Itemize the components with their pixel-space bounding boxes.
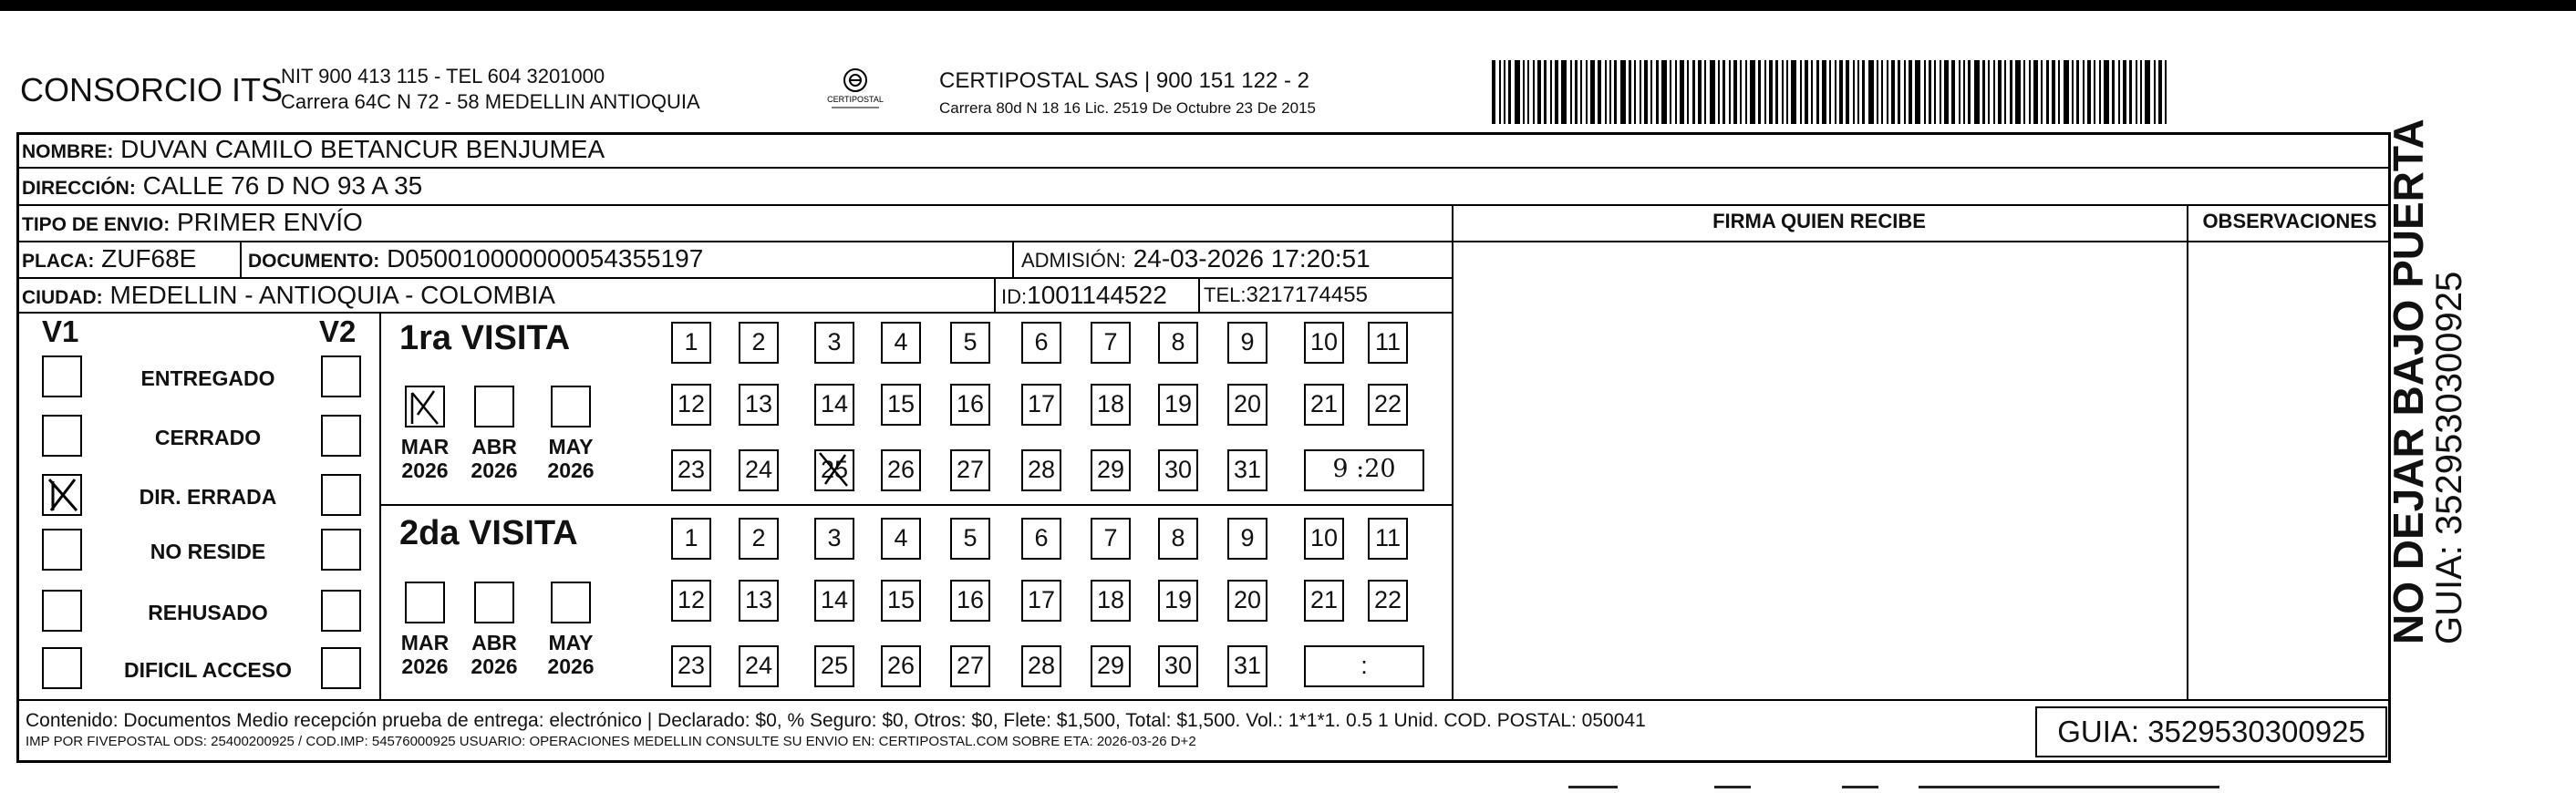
company-name: CONSORCIO ITS [20, 71, 284, 108]
placa-label: PLACA: [22, 251, 95, 272]
rule [16, 204, 2391, 206]
status-label: DIR. ERRADA [139, 485, 277, 509]
admision-cell [1021, 246, 1371, 272]
rule [1452, 204, 1454, 701]
v2-label: V2 [319, 314, 357, 348]
day-box-11[interactable]: 11 [1368, 518, 1408, 560]
barcode [1492, 60, 2174, 124]
month-checkbox-may[interactable] [551, 582, 591, 623]
v1-label: V1 [42, 314, 79, 348]
month-year: 2026 [401, 458, 449, 482]
time-field[interactable]: : [1304, 645, 1424, 687]
side-guia: GUIA: 3529530300925 [2429, 271, 2469, 644]
day-box-30[interactable]: 30 [1158, 645, 1198, 687]
day-box-8[interactable]: 8 [1158, 518, 1198, 560]
v1-checkbox[interactable] [42, 590, 82, 632]
side-vertical-text [2386, 118, 2468, 644]
day-box-20[interactable]: 20 [1227, 384, 1267, 426]
month-label [458, 631, 531, 678]
day-box-17[interactable]: 17 [1021, 580, 1061, 622]
month-checkbox-abr[interactable] [474, 582, 514, 623]
documento-cell [248, 246, 703, 272]
company-info [281, 64, 700, 115]
day-box-9[interactable]: 9 [1227, 322, 1267, 364]
footer-imp: IMP POR FIVEPOSTAL ODS: 25400200925 / COD.IMP: 54576000925 USUARIO: OPERACIONES MEDELLIN CONSULTE SU ENVIO EN: CERTIPOSTAL.COM SOBRE ETA: 2026-03-26 D+2 [26, 734, 1196, 749]
v1-checkbox[interactable] [42, 415, 82, 457]
day-box-8[interactable]: 8 [1158, 322, 1198, 364]
day-box-5[interactable]: 5 [950, 518, 990, 560]
scan-mark [1919, 786, 2219, 788]
v2-checkbox[interactable] [321, 355, 361, 397]
status-label: REHUSADO [148, 601, 268, 624]
month-year: 2026 [471, 654, 518, 678]
status-label: CERRADO [154, 426, 262, 449]
rule [240, 241, 242, 277]
month-name: ABR [471, 631, 517, 654]
direccion-label: DIRECCIÓN: [22, 178, 136, 199]
company-address: Carrera 64C N 72 - 58 MEDELLIN ANTIOQUIA [281, 90, 700, 113]
day-box-26[interactable]: 26 [881, 449, 921, 491]
ciudad-cell [22, 283, 555, 308]
day-box-25-marked[interactable]: 25 [814, 449, 854, 491]
day-box-16[interactable]: 16 [950, 384, 990, 426]
month-year: 2026 [547, 458, 595, 482]
rule [379, 504, 1452, 506]
day-box-23[interactable]: 23 [671, 449, 711, 491]
v2-checkbox[interactable] [321, 647, 361, 689]
day-box-2[interactable]: 2 [739, 322, 779, 364]
day-box-28[interactable]: 28 [1021, 449, 1061, 491]
ciudad-value: MEDELLIN - ANTIOQUIA - COLOMBIA [109, 281, 555, 309]
day-box-29[interactable]: 29 [1091, 645, 1131, 687]
v2-checkbox[interactable] [321, 474, 361, 516]
month-label [458, 435, 531, 482]
day-box-22[interactable]: 22 [1368, 580, 1408, 622]
day-box-10[interactable]: 10 [1304, 322, 1344, 364]
day-box-10[interactable]: 10 [1304, 518, 1344, 560]
rule [16, 241, 1452, 242]
v1-checkbox[interactable] [42, 647, 82, 689]
ciudad-label: CIUDAD: [22, 287, 103, 308]
day-box-27[interactable]: 27 [950, 645, 990, 687]
guia-box: GUIA: 3529530300925 [2035, 706, 2387, 757]
rule [16, 699, 2391, 701]
day-box-4[interactable]: 4 [881, 518, 921, 560]
day-box-14[interactable]: 14 [814, 384, 854, 426]
day-box-31[interactable]: 31 [1227, 449, 1267, 491]
tel-value: 3217174455 [1246, 283, 1368, 307]
day-box-23[interactable]: 23 [671, 645, 711, 687]
month-checkbox-abr[interactable] [474, 386, 514, 427]
month-checkbox-may[interactable] [551, 386, 591, 427]
month-name: ABR [471, 435, 517, 458]
footer-content: Contenido: Documentos Medio recepción prueba de entrega: electrónico | Declarado: $0, % Seguro: $0, Otros: $0, Flete: $1,500, Total: $1,500. Vol.: 1*1*1. 0.5 1 Unid. COD. POSTAL: 050041 [26, 710, 1646, 731]
no-dejar-bajo-puerta: NO DEJAR BAJO PUERTA [2385, 118, 2432, 644]
day-box-12[interactable]: 12 [671, 384, 711, 426]
scan-mark [1842, 786, 1878, 788]
day-box-3[interactable]: 3 [814, 518, 854, 560]
certipostal-line: CERTIPOSTAL SAS | 900 151 122 - 2 [939, 68, 1309, 93]
certipostal-address: Carrera 80d N 18 16 Lic. 2519 De Octubre 23 De 2015 [939, 99, 1316, 117]
placa-cell [22, 246, 196, 272]
day-box-4[interactable]: 4 [881, 322, 921, 364]
day-box-14[interactable]: 14 [814, 580, 854, 622]
rule [2187, 204, 2188, 701]
month-year: 2026 [471, 458, 518, 482]
day-box-6[interactable]: 6 [1021, 322, 1061, 364]
day-box-30[interactable]: 30 [1158, 449, 1198, 491]
day-box-24[interactable]: 24 [739, 449, 779, 491]
day-box-17[interactable]: 17 [1021, 384, 1061, 426]
v2-checkbox[interactable] [321, 590, 361, 632]
day-box-6[interactable]: 6 [1021, 518, 1061, 560]
day-box-16[interactable]: 16 [950, 580, 990, 622]
logo-text: CERTIPOSTAL [827, 95, 884, 104]
visit-1-title: 1ra VISITA [399, 319, 571, 357]
day-box-15[interactable]: 15 [881, 384, 921, 426]
rule [16, 167, 2391, 169]
day-box-25[interactable]: 25 [814, 645, 854, 687]
day-box-11[interactable]: 11 [1368, 322, 1408, 364]
day-box-21[interactable]: 21 [1304, 384, 1344, 426]
certipostal-info [939, 67, 1316, 122]
id-label: ID: [1001, 285, 1028, 308]
month-year: 2026 [401, 654, 449, 678]
month-name: MAY [548, 435, 594, 458]
observaciones-header: OBSERVACIONES [2202, 210, 2377, 232]
id-cell [1001, 283, 1167, 308]
day-box-19[interactable]: 19 [1158, 384, 1198, 426]
tel-label: TEL: [1204, 283, 1247, 306]
day-box-22[interactable]: 22 [1368, 384, 1408, 426]
rule [1452, 241, 2391, 242]
day-box-29[interactable]: 29 [1091, 449, 1131, 491]
time-field[interactable]: 9 :20 [1304, 449, 1424, 491]
id-value: 1001144522 [1027, 281, 1167, 309]
top-edge-bar [0, 0, 2576, 11]
month-checkbox-mar[interactable] [405, 386, 445, 427]
tel-cell [1204, 284, 1368, 306]
day-box-26[interactable]: 26 [881, 645, 921, 687]
tipo-row [22, 210, 363, 235]
v1-checkbox[interactable] [42, 529, 82, 571]
nombre-label: NOMBRE: [22, 141, 114, 162]
month-label [388, 631, 461, 678]
day-box-3[interactable]: 3 [814, 322, 854, 364]
nombre-row [22, 137, 605, 162]
month-name: MAR [400, 435, 450, 458]
month-label [534, 435, 607, 482]
day-box-15[interactable]: 15 [881, 580, 921, 622]
firma-header: FIRMA QUIEN RECIBE [1712, 210, 1926, 232]
documento-value: D050010000000054355197 [387, 244, 704, 273]
month-year: 2026 [547, 654, 595, 678]
day-box-1[interactable]: 1 [671, 322, 711, 364]
day-box-12[interactable]: 12 [671, 580, 711, 622]
day-box-20[interactable]: 20 [1227, 580, 1267, 622]
day-box-18[interactable]: 18 [1091, 580, 1131, 622]
admision-value: 24-03-2026 17:20:51 [1133, 244, 1371, 273]
rule [1198, 277, 1200, 312]
day-box-31[interactable]: 31 [1227, 645, 1267, 687]
day-box-9[interactable]: 9 [1227, 518, 1267, 560]
day-box-28[interactable]: 28 [1021, 645, 1061, 687]
certipostal-logo-icon [819, 66, 892, 111]
rule [1012, 241, 1014, 277]
rule [16, 277, 1452, 279]
placa-value: ZUF68E [101, 244, 197, 273]
day-box-13[interactable]: 13 [739, 384, 779, 426]
day-box-2[interactable]: 2 [739, 518, 779, 560]
day-box-19[interactable]: 19 [1158, 580, 1198, 622]
tipo-value: PRIMER ENVÍO [176, 208, 363, 236]
documento-label: DOCUMENTO: [248, 251, 380, 272]
day-box-24[interactable]: 24 [739, 645, 779, 687]
month-label [388, 435, 461, 482]
day-box-13[interactable]: 13 [739, 580, 779, 622]
day-box-27[interactable]: 27 [950, 449, 990, 491]
rule [994, 277, 996, 312]
day-box-5[interactable]: 5 [950, 322, 990, 364]
status-label: DIFICIL ACCESO [123, 658, 292, 682]
scan-mark [1568, 786, 1618, 788]
v2-checkbox[interactable] [321, 415, 361, 457]
day-box-18[interactable]: 18 [1091, 384, 1131, 426]
admision-label: ADMISIÓN: [1021, 249, 1126, 272]
rule [16, 312, 1452, 314]
month-label [534, 631, 607, 678]
v1-checkbox[interactable] [42, 474, 82, 516]
direccion-row [22, 173, 422, 199]
day-box-1[interactable]: 1 [671, 518, 711, 560]
day-box-21[interactable]: 21 [1304, 580, 1344, 622]
status-label: NO RESIDE [150, 540, 266, 563]
month-checkbox-mar[interactable] [405, 582, 445, 623]
nit-line: NIT 900 413 115 - TEL 604 3201000 [281, 65, 605, 88]
v2-checkbox[interactable] [321, 529, 361, 571]
status-label: ENTREGADO [140, 366, 275, 390]
visit-2-title: 2da VISITA [399, 514, 578, 552]
direccion-value: CALLE 76 D NO 93 A 35 [142, 171, 423, 200]
day-box-7[interactable]: 7 [1091, 518, 1131, 560]
month-name: MAY [548, 631, 594, 654]
month-name: MAR [400, 631, 450, 654]
nombre-value: DUVAN CAMILO BETANCUR BENJUMEA [120, 135, 605, 163]
scan-mark [1714, 786, 1751, 788]
v1-checkbox[interactable] [42, 355, 82, 397]
day-box-7[interactable]: 7 [1091, 322, 1131, 364]
tipo-label: TIPO DE ENVIO: [22, 214, 171, 235]
